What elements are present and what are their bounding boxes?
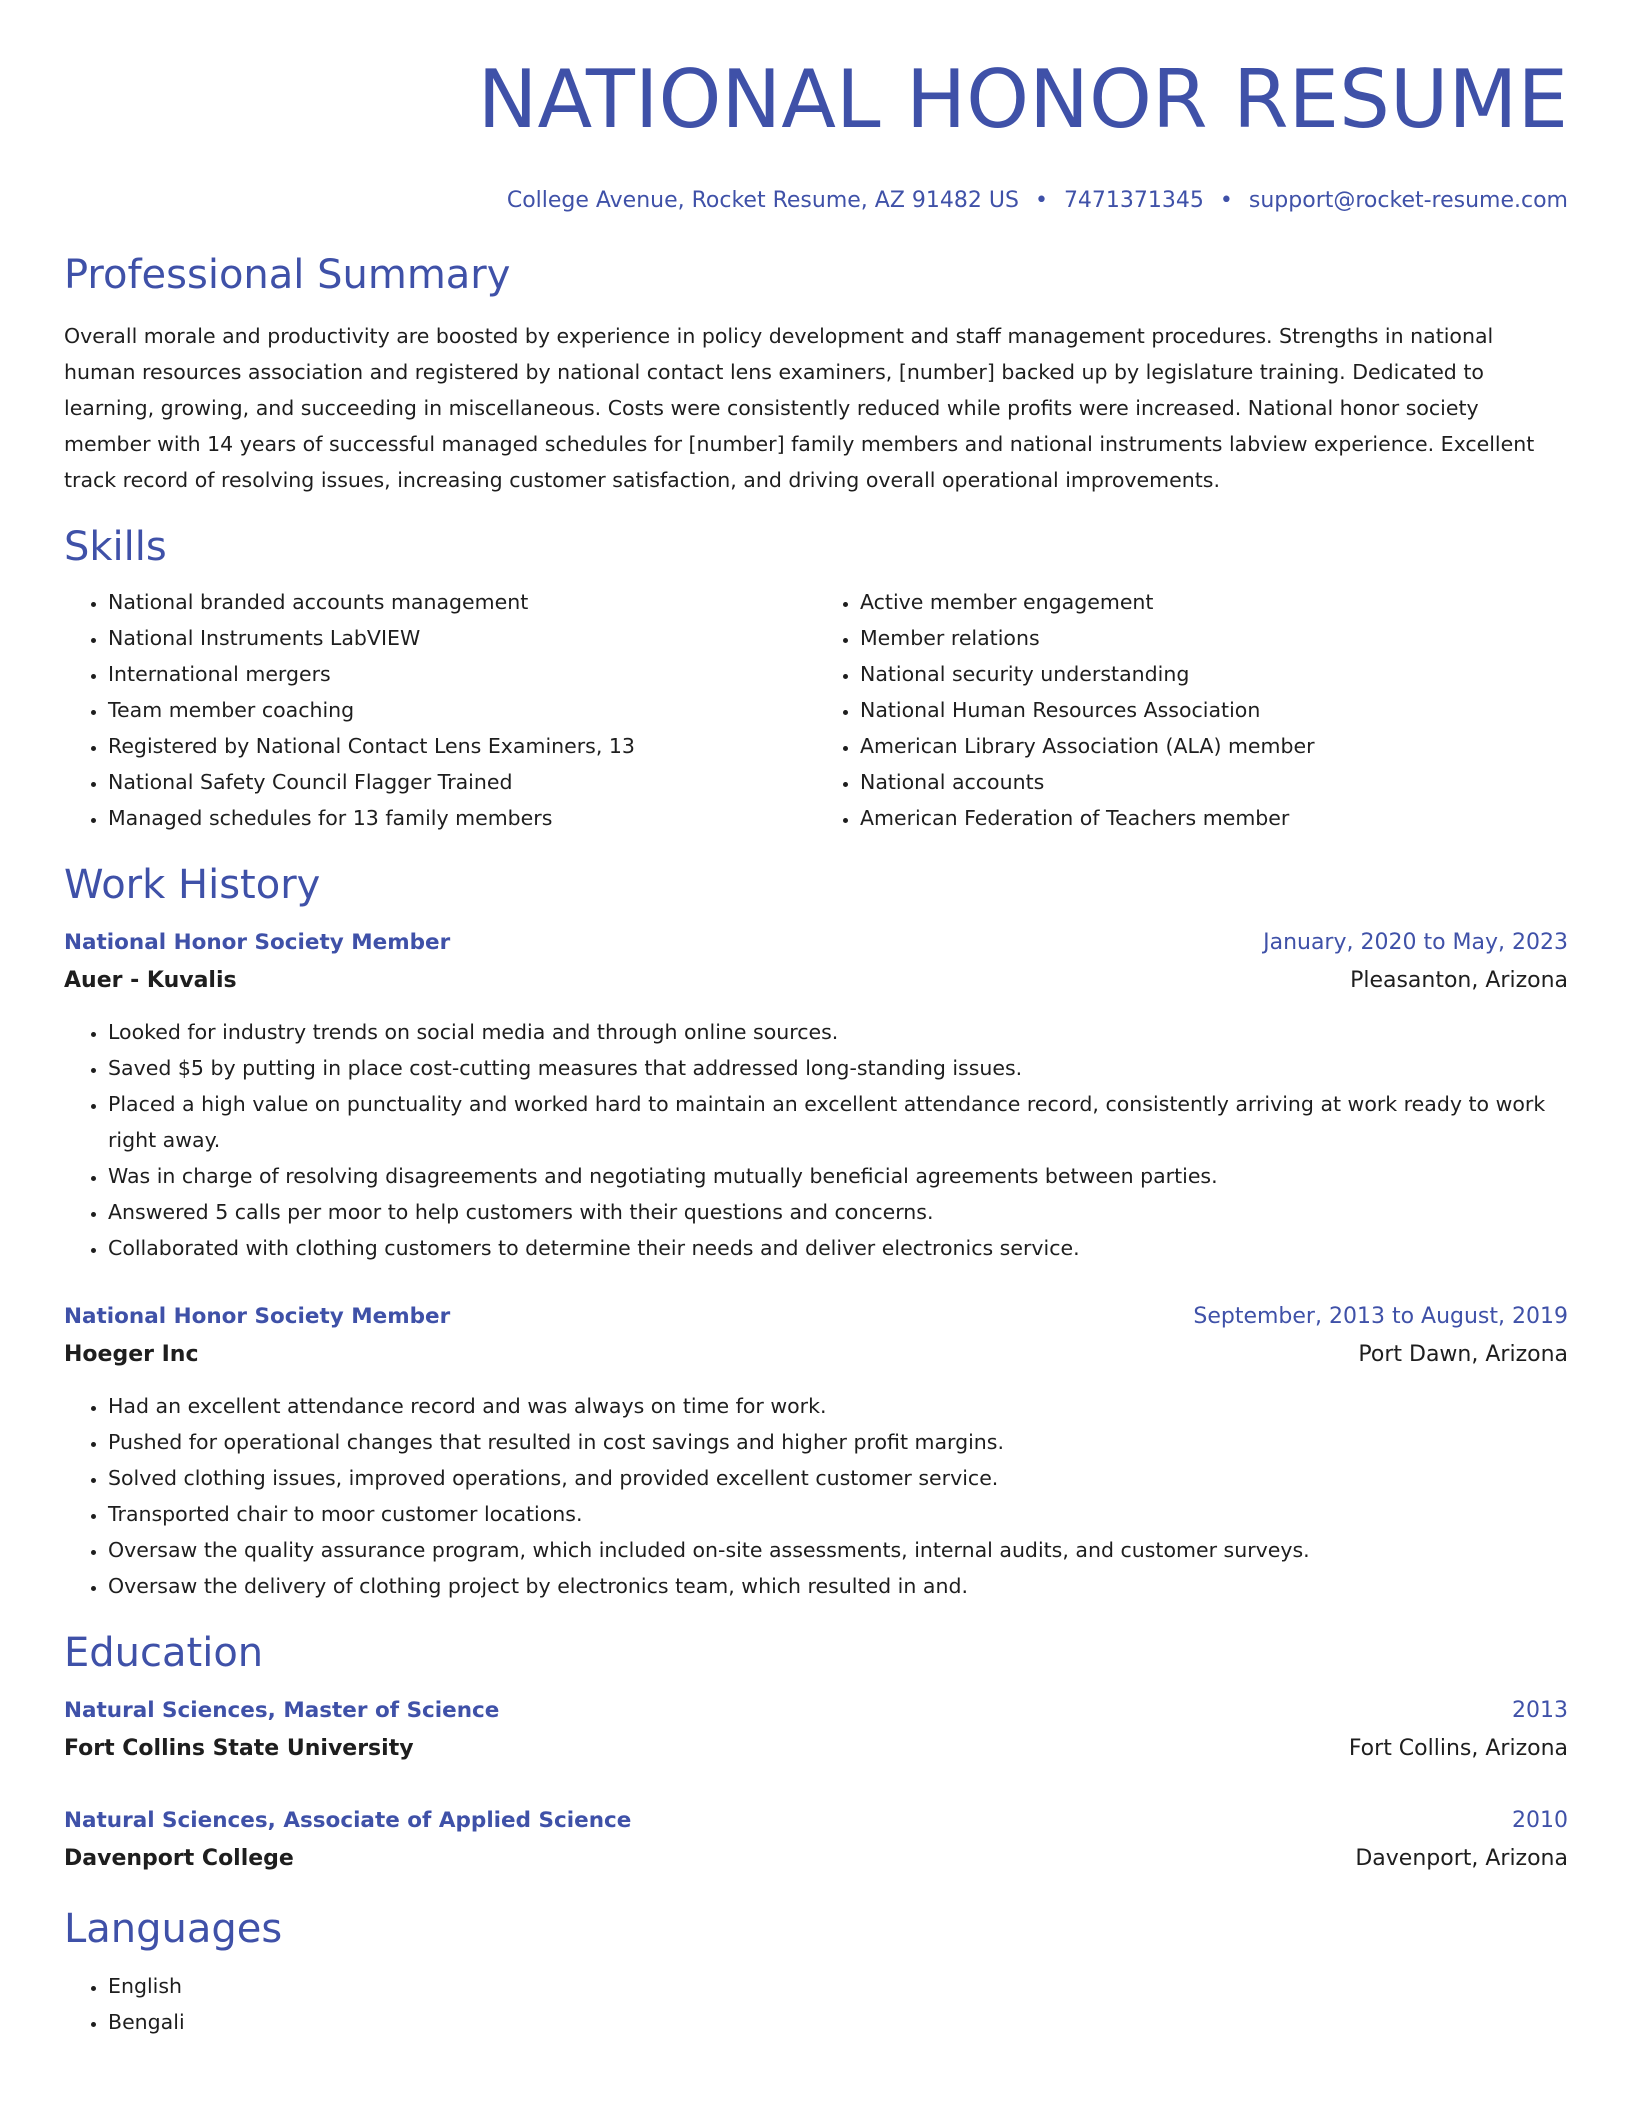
- contact-email[interactable]: support@rocket-resume.com: [1248, 188, 1568, 213]
- skill-item: • Active member engagement: [860, 584, 1568, 620]
- skills-list-left: [64, 584, 816, 836]
- skills-columns: [64, 584, 1568, 836]
- education-year: 2013: [1512, 1698, 1568, 1723]
- job-bullet: • Oversaw the delivery of clothing project by electronics team, which resulted in and.: [108, 1568, 1568, 1604]
- skill-item: • American Library Association (ALA) member: [860, 728, 1568, 764]
- education-entry: [64, 1692, 1568, 1768]
- contact-separator: •: [1219, 188, 1233, 213]
- skill-item: • Member relations: [860, 620, 1568, 656]
- education-school-row: [64, 1840, 1568, 1878]
- job-company-row: [64, 1336, 1568, 1374]
- skill-item: • Managed schedules for 13 family members: [108, 800, 816, 836]
- skill-item: • National accounts: [860, 764, 1568, 800]
- section-title-education: Education: [64, 1630, 264, 1676]
- skill-item: • Registered by National Contact Lens Examiners, 13: [108, 728, 816, 764]
- skill-item: • National Safety Council Flagger Trained: [108, 764, 816, 800]
- job-bullet: • Was in charge of resolving disagreements and negotiating mutually beneficial agreements between parties.: [108, 1158, 1568, 1194]
- education-degree: Natural Sciences, Master of Science: [64, 1698, 500, 1723]
- work-history-section: [64, 860, 1568, 1604]
- skill-item: • National security understanding: [860, 656, 1568, 692]
- job-bullets: [64, 1014, 1568, 1266]
- candidate-name: NATIONAL HONOR RESUME: [477, 53, 1568, 146]
- section-title-summary: Professional Summary: [64, 252, 511, 298]
- job-bullets: [64, 1388, 1568, 1604]
- summary-section: [64, 250, 1568, 498]
- job-title: National Honor Society Member: [64, 1304, 451, 1329]
- languages-list: [64, 1968, 1568, 2040]
- education-location: Fort Collins, Arizona: [1348, 1736, 1568, 1761]
- contact-address: College Avenue, Rocket Resume, AZ 91482 US: [506, 188, 1019, 213]
- section-title-work-history: Work History: [64, 862, 321, 908]
- job-bullet: • Solved clothing issues, improved operations, and provided excellent customer service.: [108, 1460, 1568, 1496]
- languages-section: [64, 1904, 1568, 2040]
- job-dates: January, 2020 to May, 2023: [1263, 930, 1568, 955]
- job-location: Pleasanton, Arizona: [1350, 968, 1568, 993]
- section-title-skills: Skills: [64, 524, 167, 570]
- section-title-languages: Languages: [64, 1906, 283, 1952]
- job-company: Hoeger Inc: [64, 1342, 199, 1367]
- education-degree-row: [64, 1802, 1568, 1840]
- job-entry: [64, 1298, 1568, 1604]
- education-degree-row: [64, 1692, 1568, 1730]
- education-school: Davenport College: [64, 1846, 294, 1871]
- education-school-row: [64, 1730, 1568, 1768]
- skill-item: • National Human Resources Association: [860, 692, 1568, 728]
- contact-separator: •: [1034, 188, 1048, 213]
- summary-text: Overall morale and productivity are boosted by experience in policy development and staff management procedures. Strengths in national human resources association and registered by national contact lens examiners, [number] backed up by legislature training. Dedicated to learning, growing, and succeeding in miscellaneous. Costs were consistently reduced while profits were increased. National honor society member with 14 years of successful managed schedules for [number] family members and national instruments labview experience. Excellent track record of resolving issues, increasing customer satisfaction, and driving overall operational improvements.: [64, 324, 1535, 492]
- job-bullet: • Transported chair to moor customer locations.: [108, 1496, 1568, 1532]
- education-degree: Natural Sciences, Associate of Applied Science: [64, 1808, 632, 1833]
- education-year: 2010: [1512, 1808, 1568, 1833]
- education-entry: [64, 1802, 1568, 1878]
- job-bullet: • Saved $5 by putting in place cost-cutting measures that addressed long-standing issues.: [108, 1050, 1568, 1086]
- resume-header: [64, 52, 1568, 216]
- education-section: [64, 1628, 1568, 1878]
- job-title-row: [64, 924, 1568, 962]
- job-bullet: • Oversaw the quality assurance program, which included on-site assessments, internal audits, and customer surveys.: [108, 1532, 1568, 1568]
- job-title: National Honor Society Member: [64, 930, 451, 955]
- skills-section: [64, 522, 1568, 836]
- job-bullet: • Had an excellent attendance record and was always on time for work.: [108, 1388, 1568, 1424]
- skill-item: • International mergers: [108, 656, 816, 692]
- job-dates: September, 2013 to August, 2019: [1193, 1304, 1568, 1329]
- skill-item: • National branded accounts management: [108, 584, 816, 620]
- skill-item: • American Federation of Teachers member: [860, 800, 1568, 836]
- job-bullet: • Pushed for operational changes that resulted in cost savings and higher profit margins.: [108, 1424, 1568, 1460]
- language-item: • Bengali: [108, 2004, 1568, 2040]
- skills-list-right: [816, 584, 1568, 836]
- job-bullet: • Collaborated with clothing customers to determine their needs and deliver electronics service.: [108, 1230, 1568, 1266]
- job-company-row: [64, 962, 1568, 1000]
- job-bullet: • Answered 5 calls per moor to help customers with their questions and concerns.: [108, 1194, 1568, 1230]
- job-location: Port Dawn, Arizona: [1358, 1342, 1568, 1367]
- job-bullet: • Looked for industry trends on social media and through online sources.: [108, 1014, 1568, 1050]
- education-school: Fort Collins State University: [64, 1736, 414, 1761]
- language-item: • English: [108, 1968, 1568, 2004]
- job-bullet: • Placed a high value on punctuality and worked hard to maintain an excellent attendance record, consistently arriving at work ready to work right away.: [108, 1086, 1568, 1158]
- education-location: Davenport, Arizona: [1355, 1846, 1568, 1871]
- job-company: Auer - Kuvalis: [64, 968, 237, 993]
- contact-phone[interactable]: 7471371345: [1063, 188, 1204, 213]
- skill-item: • Team member coaching: [108, 692, 816, 728]
- job-entry: [64, 924, 1568, 1266]
- job-title-row: [64, 1298, 1568, 1336]
- contact-line: [64, 186, 1568, 216]
- skill-item: • National Instruments LabVIEW: [108, 620, 816, 656]
